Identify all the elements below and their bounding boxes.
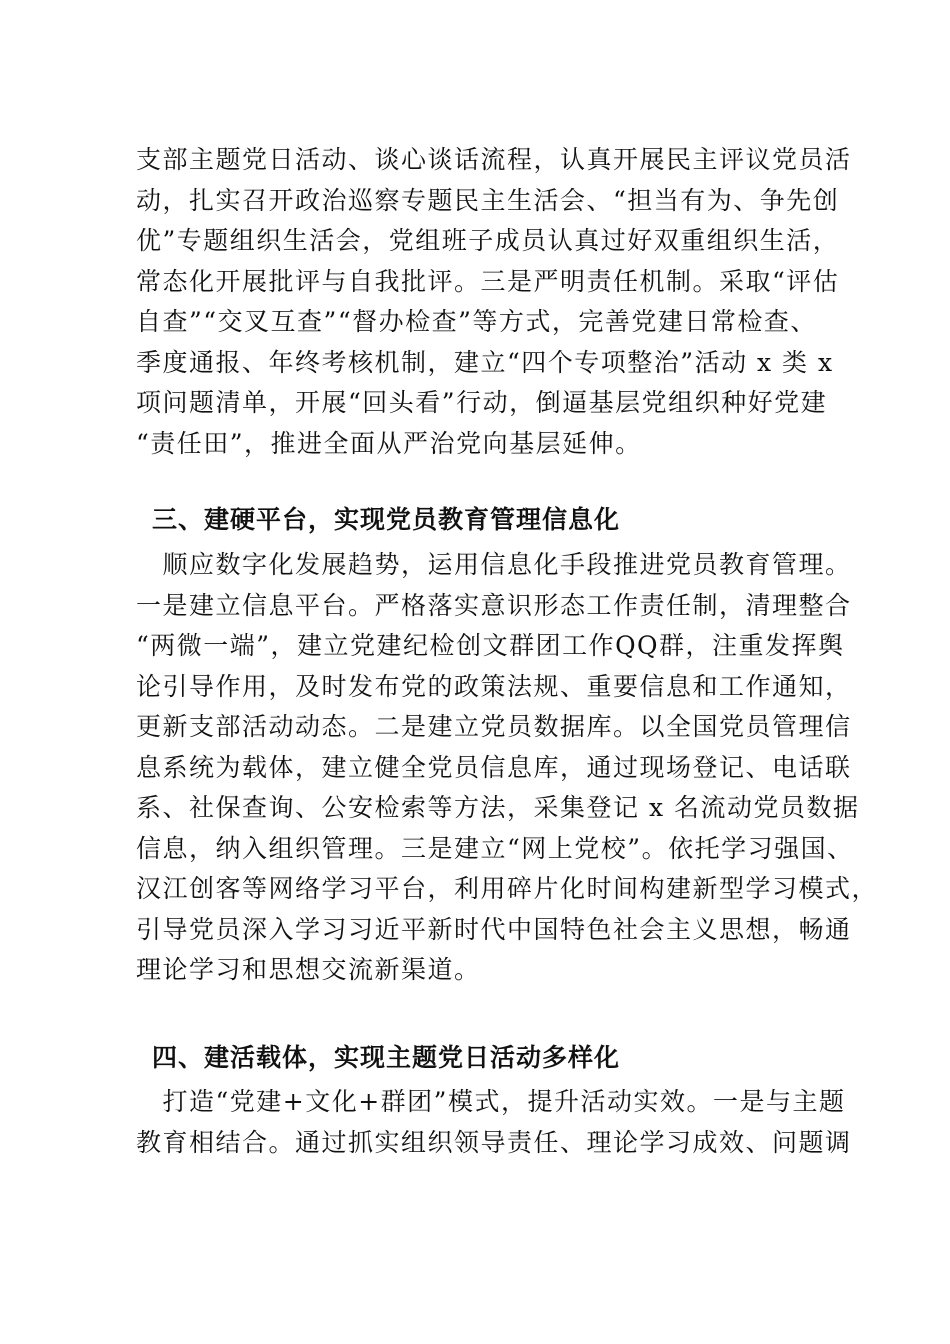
section-4 <box>136 1038 836 1079</box>
paragraph-1 <box>136 140 852 464</box>
paragraph-2 <box>136 545 879 991</box>
paragraph-line: 动，扎实召开政治巡察专题民主生活会、“担当有为、争先创 <box>136 185 840 215</box>
paragraph-3 <box>136 1082 852 1163</box>
paragraph-line: 优”专题组织生活会，党组班子成员认真过好双重组织生活， <box>136 226 840 255</box>
paragraph-line: 常态化开展批评与自我批评。三是严明责任机制。采取“评估 <box>136 266 840 296</box>
paragraph-line: “两微一端”，建立党建纪检创文群团工作QQ群，注重发挥舆 <box>136 631 845 660</box>
paragraph-line: 顺应数字化发展趋势，运用信息化手段推进党员教育管理。 <box>136 550 852 579</box>
paragraph-line: 系、社保查询、公安检索等方法，采集登记 x 名流动党员数据 <box>136 793 860 822</box>
paragraph-line: 支部主题党日活动、谈心谈话流程，认真开展民主评议党员活 <box>136 145 852 174</box>
paragraph-line: 自查”“交叉互查”“督办检查”等方式，完善党建日常检查、 <box>136 307 817 336</box>
paragraph-line: 论引导作用，及时发布党的政策法规、重要信息和工作通知， <box>136 671 852 701</box>
section-heading: 三、建硬平台，实现党员教育管理信息化 <box>152 505 621 534</box>
paragraph-line: 汉江创客等网络学习平台，利用碎片化时间构建新型学习模式， <box>136 874 879 903</box>
paragraph-line: 项问题清单，开展“回头看”行动，倒逼基层党组织种好党建 <box>136 388 828 417</box>
paragraph-line: 信息，纳入组织管理。三是建立“网上党校”。依托学习强国、 <box>136 833 854 863</box>
paragraph-line: 季度通报、年终考核机制，建立“四个专项整治”活动 x 类 x <box>136 347 834 377</box>
paragraph-line: 教育相结合。通过抓实组织领导责任、理论学习成效、问题调 <box>136 1127 852 1157</box>
section-3 <box>136 500 836 541</box>
section-heading: 四、建活载体，实现主题党日活动多样化 <box>152 1043 621 1072</box>
paragraph-line: 打造“党建+文化+群团”模式，提升活动实效。一是与主题 <box>136 1087 846 1116</box>
paragraph-line: 理论学习和思想交流新渠道。 <box>136 955 481 984</box>
paragraph-line: 引导党员深入学习习近平新时代中国特色社会主义思想，畅通 <box>136 914 852 944</box>
paragraph-line: “责任田”，推进全面从严治党向基层延伸。 <box>136 428 642 458</box>
paragraph-line: 更新支部活动动态。二是建立党员数据库。以全国党员管理信 <box>136 712 852 741</box>
paragraph-line: 息系统为载体，建立健全党员信息库，通过现场登记、电话联 <box>136 752 852 782</box>
paragraph-line: 一是建立信息平台。严格落实意识形态工作责任制，清理整合 <box>136 590 852 620</box>
